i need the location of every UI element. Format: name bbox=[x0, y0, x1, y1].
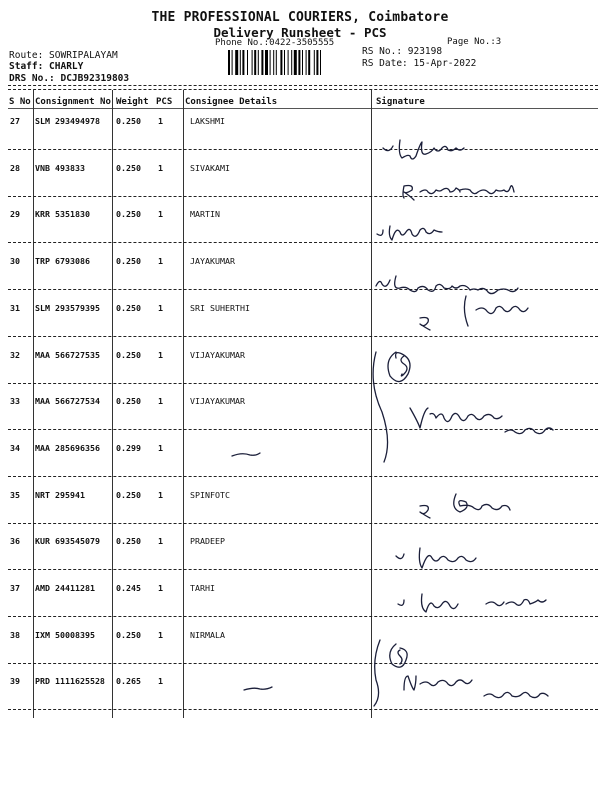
row-pcs: 1 bbox=[158, 163, 163, 173]
row-pcs: 1 bbox=[158, 583, 163, 593]
row-pcs: 1 bbox=[158, 209, 163, 219]
row-weight: 0.265 bbox=[116, 676, 141, 686]
row-weight: 0.250 bbox=[116, 209, 141, 219]
row-weight: 0.299 bbox=[116, 443, 141, 453]
row-sno: 28 bbox=[10, 163, 20, 173]
row-consignee: VIJAYAKUMAR bbox=[190, 350, 245, 360]
rs-number: RS No.: 923198 bbox=[362, 46, 443, 57]
row-consignment: KUR 693545079 bbox=[35, 536, 100, 546]
row-weight: 0.250 bbox=[116, 630, 141, 640]
row-consignment: VNB 493833 bbox=[35, 163, 85, 173]
row-weight: 0.250 bbox=[116, 256, 141, 266]
column-header-weight: Weight bbox=[116, 97, 149, 107]
row-pcs: 1 bbox=[158, 676, 163, 686]
row-pcs: 1 bbox=[158, 443, 163, 453]
company-title: THE PROFESSIONAL COURIERS, Coimbatore bbox=[151, 10, 449, 25]
row-consignee: SRI SUHERTHI bbox=[190, 303, 250, 313]
row-consignment: KRR 5351830 bbox=[35, 209, 90, 219]
row-pcs: 1 bbox=[158, 303, 163, 313]
drs-number: DRS No.: DCJB92319803 bbox=[9, 73, 130, 84]
row-sno: 32 bbox=[10, 350, 20, 360]
column-header-consignment: Consignment No bbox=[35, 97, 111, 107]
row-pcs: 1 bbox=[158, 350, 163, 360]
row-pcs: 1 bbox=[158, 630, 163, 640]
staff-label: Staff: CHARLY bbox=[9, 61, 84, 72]
row-sno: 33 bbox=[10, 396, 20, 406]
row-sno: 36 bbox=[10, 536, 20, 546]
row-weight: 0.250 bbox=[116, 350, 141, 360]
column-header-sno: S No bbox=[9, 97, 31, 107]
row-consignment: PRD 1111625528 bbox=[35, 676, 105, 686]
row-sno: 34 bbox=[10, 443, 20, 453]
row-sno: 31 bbox=[10, 303, 20, 313]
row-sno: 27 bbox=[10, 116, 20, 126]
column-header-pcs: PCS bbox=[156, 97, 173, 107]
row-pcs: 1 bbox=[158, 116, 163, 126]
row-consignee: MARTIN bbox=[190, 209, 220, 219]
row-consignment: TRP 6793086 bbox=[35, 256, 90, 266]
row-weight: 0.250 bbox=[116, 116, 141, 126]
column-header-consignee: Consignee Details bbox=[185, 97, 278, 107]
row-sno: 35 bbox=[10, 490, 20, 500]
rs-date: RS Date: 15-Apr-2022 bbox=[362, 58, 477, 69]
row-sno: 39 bbox=[10, 676, 20, 686]
row-weight: 0.250 bbox=[116, 163, 141, 173]
row-consignee: NIRMALA bbox=[190, 630, 225, 640]
route-label: Route: SOWRIPALAYAM bbox=[9, 50, 118, 61]
row-consignee: JAYAKUMAR bbox=[190, 256, 235, 266]
phone-number: Phone No.:0422-3505555 bbox=[215, 38, 335, 48]
row-consignee: VIJAYAKUMAR bbox=[190, 396, 245, 406]
column-header-signature: Signature bbox=[376, 97, 425, 107]
row-consignment: NRT 295941 bbox=[35, 490, 85, 500]
row-sno: 30 bbox=[10, 256, 20, 266]
row-sno: 38 bbox=[10, 630, 20, 640]
row-sno: 29 bbox=[10, 209, 20, 219]
page-number: Page No.:3 bbox=[447, 37, 502, 47]
row-consignee: SIVAKAMI bbox=[190, 163, 230, 173]
document-title: Delivery Runsheet - PCS bbox=[213, 25, 387, 40]
row-consignee: TARHI bbox=[190, 583, 215, 593]
row-consignment: SLM 293579395 bbox=[35, 303, 100, 313]
row-weight: 0.250 bbox=[116, 303, 141, 313]
row-pcs: 1 bbox=[158, 536, 163, 546]
row-consignment: MAA 285696356 bbox=[35, 443, 100, 453]
row-pcs: 1 bbox=[158, 256, 163, 266]
row-sno: 37 bbox=[10, 583, 20, 593]
row-consignment: AMD 24411281 bbox=[35, 583, 95, 593]
row-consignment: IXM 50008395 bbox=[35, 630, 95, 640]
row-pcs: 1 bbox=[158, 490, 163, 500]
row-consignment: MAA 566727534 bbox=[35, 396, 100, 406]
row-consignee: LAKSHMI bbox=[190, 116, 225, 126]
row-consignment: SLM 293494978 bbox=[35, 116, 100, 126]
row-consignment: MAA 566727535 bbox=[35, 350, 100, 360]
row-pcs: 1 bbox=[158, 396, 163, 406]
row-weight: 0.250 bbox=[116, 490, 141, 500]
row-consignee: PRADEEP bbox=[190, 536, 225, 546]
row-consignee: SPINFOTC bbox=[190, 490, 230, 500]
row-weight: 0.250 bbox=[116, 536, 141, 546]
row-weight: 0.250 bbox=[116, 396, 141, 406]
row-weight: 0.245 bbox=[116, 583, 141, 593]
